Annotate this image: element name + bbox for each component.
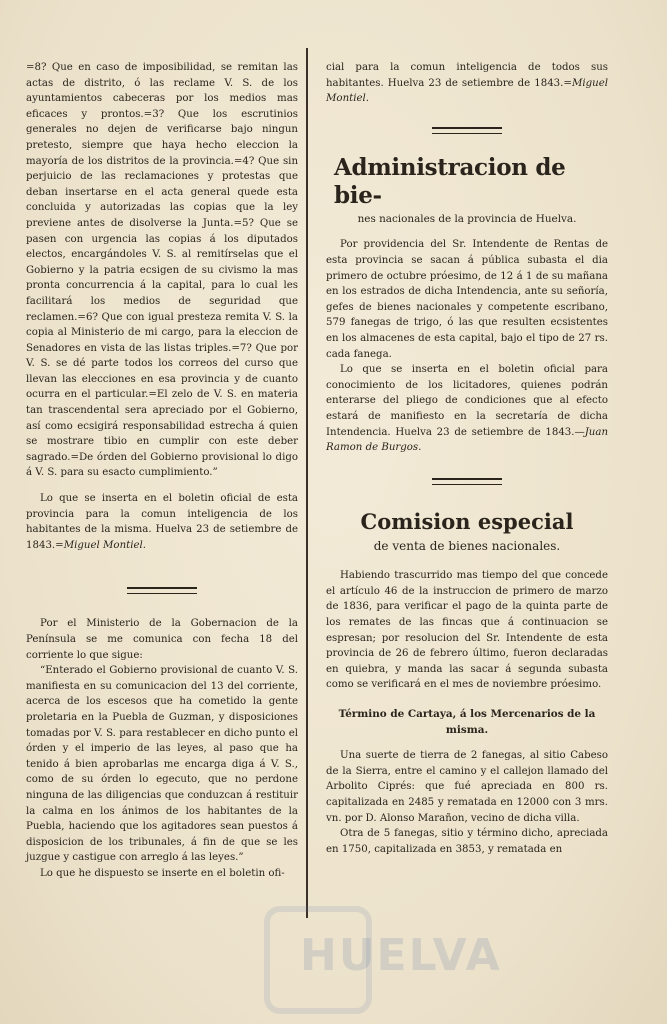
- auction-insertion: Lo que se inserta en el boletin oficial para conocimiento de los licitadores, quienes podrán enterarse del pliego de condiciones que al efecto estará de manifiesto en la secretaría de dicha Intendencia. Huelva 23 de setiembre de 1843.—Juan Ramon de Burgos.: [326, 364, 608, 454]
- ministry-intro: Por el Ministerio de la Gobernacion de la Península se me comunica con fecha 18 del corriente lo que sigue:: [26, 618, 298, 661]
- insertion-notice-start: Lo que he dispuesto se inserte en el boletin ofi-: [40, 867, 285, 879]
- column-divider: [306, 48, 308, 918]
- property-item: Una suerte de tierra de 2 fanegas, al sitio Cabeso de la Sierra, entre el camino y el callejon llamado del Arbolito Ciprés: que fué apreciada en 800 rs. capitalizada en 2485 y rematada en 12000 con 3 mrs. vn. por D. Alonso Marañon, vecino de dicha villa.: [326, 750, 608, 824]
- signature: Miguel Montiel.: [63, 539, 147, 551]
- auction-notice: Por providencia del Sr. Intendente de Rentas de esta provincia se sacan á pública subasta el dia primero de octubre próesimo, de 12 á 1 de su mañana en los estrados de dicha Intendencia, ante su señoría, gefes de bienes nacionales y competente escribano, 579 fanegas de trigo, ó las que resulten ecsistentes en los almacenes de esta capital, bajo el tipo de 27 rs. cada fanega.: [326, 239, 608, 360]
- section-rule: [432, 127, 502, 134]
- ministry-quote: “Enterado el Gobierno provisional de cuanto V. S. manifiesta en su comunicacion del 13 del corriente, acerca de los escesos que ha cometido la gente proletaria en la Puebla de Guzman, y disposiciones tomadas por V. S. para restablecer en dicho punto el órden y el imperio de las leyes, al paso que ha tenido á bien aprobarlas me encarga diga á V. S., como de su órden lo egecuto, que no perdone ninguna de las diligencias que conduzcan á restituir la calma en los ánimos de los habitantes de la Puebla, haciendo que los agitadores sean puestos á disposicion de los tribunales, á fin de que se les juzgue y castigue con arreglo á las leyes.”: [26, 665, 298, 864]
- section-subheading: nes nacionales de la provincia de Huelva.: [357, 212, 577, 225]
- section-heading: Administracion de bie-: [334, 153, 566, 209]
- insertion-notice: Lo que se inserta en el boletin oficial de esta provincia para la comun inteligencia de los habitantes de la misma. Huelva 23 de setiembre de 1843.=Miguel Montiel.: [26, 493, 298, 551]
- section-rule: [432, 478, 502, 485]
- property-item: Otra de 5 fanegas, sitio y término dicho, apreciada en 1750, capitalizada en 3853, y rematada en: [326, 828, 608, 855]
- section-subheading: de venta de bienes nacionales.: [373, 538, 561, 553]
- left-column: [26, 60, 298, 882]
- section-heading: Comision especial: [360, 508, 574, 534]
- section-rule: [127, 587, 197, 594]
- decree-continuation: =8? Que en caso de imposibilidad, se remitan las actas de distrito, ó las reclame V. S. de los ayuntamientos cabeceras por los medios mas eficaces y prontos.=3? Que los escrutinios generales no dejen de verificarse bajo ningun pretesto, siempre que haya hecho eleccion la mayoría de los distritos de la provincia.=4? Que sin perjuicio de las reclamaciones y protestas que deban insertarse en el acta general quede esta concluida y autorizadas las copias que la ley previene antes de disolverse la Junta.=5? Que se pasen con urgencia las copias á los diputados electos, encargándoles V. S. al remitírselas que el Gobierno y la patria ecsigen de su civismo la mas pronta concurrencia á la capital, para lo cual les facilitará los medios de seguridad que reclamen.=6? Que con igual presteza remita V. S. la copia al Ministerio de mi cargo, para la eleccion de Senadores en vista de las listas triples.=7? Que por V. S. se dé parte todos los correos del curso que llevan las elecciones en esa provincia y de cuanto ocurra en el particular.=El zelo de V. S. en materia tan trascendental sera apreciado por el Gobierno, así como ecsigirá responsabilidad estrecha á quien se mostrare tibio en cumplir con este deber sagrado.=De órden del Gobierno provisional lo digo á V. S. para su esacto cumplimiento.”: [26, 62, 298, 479]
- right-column: [326, 60, 608, 857]
- notice-continuation: cial para la comun inteligencia de todos sus habitantes. Huelva 23 de setiembre de 1843.=Miguel Montiel.: [326, 62, 608, 105]
- commission-notice: Habiendo trascurrido mas tiempo del que concede el artículo 46 de la instruccion de primero de marzo de 1836, para verificar el pago de la quinta parte de los remates de las fincas que á continuacion se espresan; por resolucion del Sr. Intendente de esta provincia de 26 de febrero último, fueron declaradas en quiebra, y manda las sacar á segunda subasta como se verificará en el mes de noviembre próesimo.: [326, 570, 608, 691]
- term-title: Término de Cartaya, á los Mercenarios de la misma.: [338, 708, 596, 736]
- signature: Miguel Montiel.: [326, 77, 608, 105]
- signature: Juan Ramon de Burgos.: [326, 426, 608, 454]
- archive-watermark: HUELVA: [300, 930, 502, 981]
